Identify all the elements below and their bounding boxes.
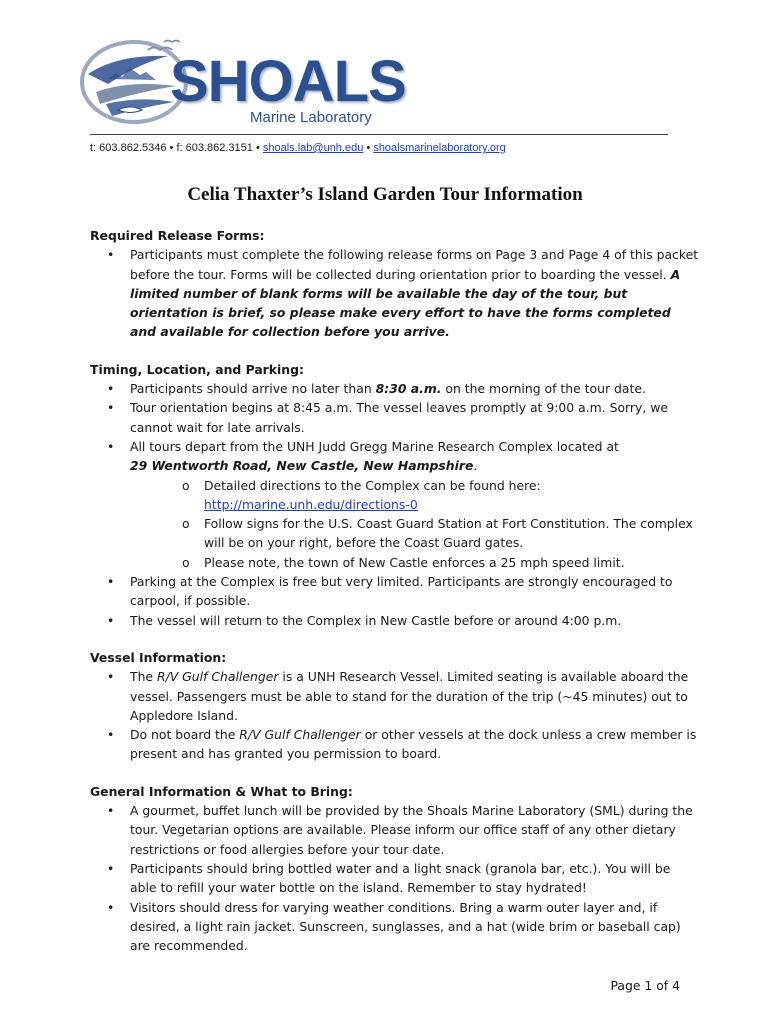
section-heading: Required Release Forms: [90, 228, 265, 243]
email-link[interactable]: shoals.lab@unh.edu [262, 142, 364, 154]
page-title: Celia Thaxter’s Island Garden Tour Information [187, 184, 583, 205]
bullet-list [90, 667, 700, 763]
list-item [90, 398, 700, 437]
logo-subtitle: Marine Laboratory [250, 109, 372, 126]
item-text: Tour orientation begins at 8:45 a.m. The vessel leaves promptly at 9:00 a.m. Sorry, we cannot wait for late arrivals. [130, 400, 668, 435]
item-text: The [130, 669, 157, 685]
document-body [90, 226, 700, 973]
item-text: A gourmet, buffet lunch will be provided by the Shoals Marine Laboratory (SML) during the tour. Vegetarian options are available. Please inform our office staff of any other dietary restrictions or food allergies before your tour date. [130, 803, 693, 857]
list-item [90, 667, 700, 725]
contact-line [90, 141, 506, 155]
separator: • [252, 142, 263, 154]
item-text: Detailed directions to the Complex can be found here: [204, 477, 541, 493]
item-text: Follow signs for the U.S. Coast Guard Station at Fort Constitution. The complex will be on your right, before the Coast Guard gates. [204, 516, 693, 551]
separator: • [363, 142, 374, 154]
list-item [90, 801, 700, 859]
section-heading: Timing, Location, and Parking: [90, 361, 304, 377]
fax-number: f: 603.862.3151 [176, 142, 253, 154]
list-item [90, 611, 700, 630]
item-text: Please note, the town of New Castle enforces a 25 mph speed limit. [204, 554, 625, 570]
item-text: All tours depart from the UNH Judd Gregg Marine Research Complex located at [130, 438, 619, 454]
item-text: Participants must complete the following release forms on Page 3 and Page 4 of this packet before the tour. Forms will be collected during orientation prior to boarding the vessel. [130, 247, 699, 282]
list-item [90, 898, 700, 956]
item-text: Participants should bring bottled water and a light snack (granola bar, etc.). You will be able to refill your water bottle on the island. Remember to stay hydrated! [130, 860, 671, 896]
shoals-logo [78, 34, 406, 130]
item-text: The vessel will return to the Complex in New Castle before or around 4:00 p.m. [130, 612, 622, 628]
bullet-list [90, 379, 700, 630]
logo-wordmark: SHOALS [170, 49, 406, 114]
sub-list-item [182, 553, 700, 572]
directions-link[interactable]: http://marine.unh.edu/directions-0 [204, 496, 418, 512]
item-text: Visitors should dress for varying weather conditions. Bring a warm outer layer and, if desired, a light rain jacket. Sunscreen, sunglasses, and a hat (wide brim or baseball cap) are recommended. [130, 899, 681, 954]
list-item [90, 725, 700, 764]
arrival-time: 8:30 a.m. [375, 381, 442, 397]
page-number: Page 1 of 4 [610, 978, 680, 993]
item-emphasis: A limited number of blank forms will be available the day of the tour, but orientation is brief, so please make every effort to have the forms completed and available for collection before you arrive. [130, 266, 681, 340]
item-text: or other vessels at the dock unless a crew member is present and has granted you permission to board. [130, 727, 697, 762]
section-heading: Vessel Information: [90, 649, 227, 665]
section-general-information [90, 782, 700, 956]
list-item [90, 859, 700, 898]
sub-list-item [182, 514, 700, 553]
bullet-list [90, 245, 700, 341]
bullet-list [90, 801, 700, 955]
sub-list-item [182, 476, 700, 515]
list-item [90, 437, 700, 572]
header-divider [90, 134, 668, 135]
item-text: Do not board the [130, 727, 240, 743]
section-timing-location-parking [90, 360, 700, 630]
item-text: Participants should arrive no later than [130, 381, 376, 397]
vessel-name: R/V Gulf Challenger [239, 727, 361, 743]
address: 29 Wentworth Road, New Castle, New Hampshire [130, 458, 474, 474]
sub-bullet: o [182, 477, 190, 493]
item-text: Parking at the Complex is free but very limited. Participants are strongly encouraged to carpool, if possible. [130, 574, 673, 609]
phone-number: t: 603.862.5346 [90, 142, 167, 154]
section-heading: General Information & What to Bring: [90, 783, 353, 799]
website-link[interactable]: shoalsmarinelaboratory.org [373, 142, 506, 154]
separator: • [166, 142, 177, 154]
list-item [90, 245, 700, 341]
item-text: is a UNH Research Vessel. Limited seating is available aboard the vessel. Passengers must be able to stand for the duration of the trip (~45 minutes) out to Appledore Island. [130, 669, 689, 723]
section-release-forms [90, 226, 700, 342]
section-vessel-information [90, 648, 700, 764]
list-item [90, 379, 700, 398]
sub-bullet: o [182, 554, 190, 570]
sub-bullet: o [182, 516, 190, 532]
sub-list [130, 476, 700, 572]
list-item [90, 572, 700, 611]
item-text: on the morning of the tour date. [441, 381, 646, 397]
vessel-name: R/V Gulf Challenger [156, 669, 279, 685]
item-text: . [473, 458, 478, 474]
